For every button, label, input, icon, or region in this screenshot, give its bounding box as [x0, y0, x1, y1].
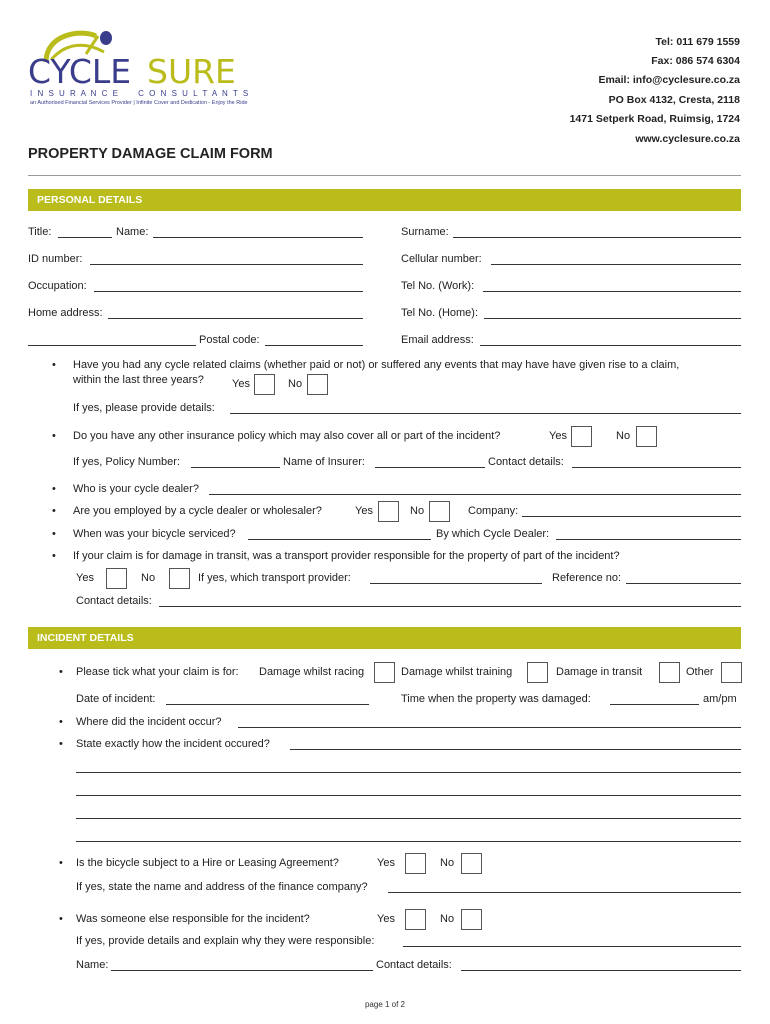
hire-no-checkbox[interactable] — [461, 853, 482, 874]
incident-description-line-3[interactable] — [76, 795, 741, 796]
contact-website[interactable]: www.cyclesure.co.za — [635, 133, 740, 145]
logo-subtitle: I N S U R A N C E C O N S U L T A N T S — [30, 89, 250, 98]
tel-home-field[interactable] — [484, 318, 741, 319]
tel-work-label: Tel No. (Work): — [401, 280, 475, 292]
incident-description-line-2[interactable] — [76, 772, 741, 773]
logo-cycle-text: CYCLE — [28, 52, 132, 91]
page-number: page 1 of 2 — [364, 1000, 406, 1009]
address-line-2-field[interactable] — [28, 345, 196, 346]
racing-label: Damage whilst racing — [259, 666, 365, 678]
responsible-name-label: Name: — [76, 959, 109, 971]
employed-no-label: No — [410, 505, 425, 517]
cellular-label: Cellular number: — [401, 253, 482, 265]
incident-time-label: Time when the property was damaged: — [401, 693, 591, 705]
transit-question: If your claim is for damage in transit, was a transport provider responsible for the property of part of the incident? — [73, 550, 620, 562]
name-field[interactable] — [153, 237, 363, 238]
title-divider — [28, 175, 741, 176]
other-policy-no-label: No — [616, 430, 631, 442]
transit-yes-label: Yes — [76, 572, 94, 584]
prev-claims-yes-checkbox[interactable] — [254, 374, 275, 395]
service-dealer-label: By which Cycle Dealer: — [436, 528, 550, 540]
racing-checkbox[interactable] — [374, 662, 395, 683]
logo-tagline: an Authorised Financial Services Provider | Infinite Cover and Dedication - Enjoy the Ride — [30, 100, 248, 106]
other-policy-yes-label: Yes — [549, 430, 567, 442]
contact-address: 1471 Setperk Road, Ruimsig, 1724 — [569, 113, 740, 125]
hire-yes-checkbox[interactable] — [405, 853, 426, 874]
transport-provider-label: If yes, which transport provider: — [198, 572, 351, 584]
other-policy-question: Do you have any other insurance policy which may also cover all or part of the incident? — [73, 430, 501, 442]
insurer-contact-field[interactable] — [572, 467, 741, 468]
responsible-no-checkbox[interactable] — [461, 909, 482, 930]
incident-description-line-5[interactable] — [76, 841, 741, 842]
occupation-field[interactable] — [94, 291, 363, 292]
postal-code-label: Postal code: — [199, 334, 260, 346]
incident-time-field[interactable] — [610, 704, 699, 705]
surname-label: Surname: — [401, 226, 449, 238]
responsible-no-label: No — [440, 913, 455, 925]
transit-claim-checkbox[interactable] — [659, 662, 680, 683]
training-label: Damage whilst training — [401, 666, 513, 678]
hire-question: Is the bicycle subject to a Hire or Leasing Agreement? — [76, 857, 339, 869]
id-number-label: ID number: — [28, 253, 83, 265]
prev-claims-details-field[interactable] — [230, 413, 741, 414]
prev-claims-question: Have you had any cycle related claims (whether paid or not) or suffered any events that may have have given rise to a claim, — [73, 359, 680, 371]
incident-description-line-4[interactable] — [76, 818, 741, 819]
transport-provider-field[interactable] — [370, 583, 542, 584]
id-number-field[interactable] — [90, 264, 363, 265]
responsible-question: Was someone else responsible for the incident? — [76, 913, 310, 925]
reference-field[interactable] — [626, 583, 741, 584]
incident-date-field[interactable] — [166, 704, 369, 705]
name-label: Name: — [116, 226, 149, 238]
logo-sure-text: SURE — [147, 52, 236, 91]
contact-po-box: PO Box 4132, Cresta, 2118 — [608, 94, 740, 106]
finance-company-field[interactable] — [388, 892, 741, 893]
responsible-yes-label: Yes — [377, 913, 395, 925]
employed-question: Are you employed by a cycle dealer or wholesaler? — [73, 505, 322, 517]
service-dealer-field[interactable] — [556, 539, 741, 540]
claim-type-question: Please tick what your claim is for: — [76, 666, 239, 678]
employed-yes-label: Yes — [355, 505, 373, 517]
transit-no-checkbox[interactable] — [169, 568, 190, 589]
prev-claims-question-cont: within the last three years? — [73, 374, 204, 386]
incident-description-field[interactable] — [290, 749, 741, 750]
prev-claims-details-label: If yes, please provide details: — [73, 402, 215, 414]
responsible-explain-label: If yes, provide details and explain why they were responsible: — [76, 935, 375, 947]
postal-code-field[interactable] — [265, 345, 363, 346]
insurer-name-label: Name of Insurer: — [283, 456, 365, 468]
incident-date-label: Date of incident: — [76, 693, 156, 705]
other-claim-label: Other — [686, 666, 714, 678]
other-policy-no-checkbox[interactable] — [636, 426, 657, 447]
prev-claims-no-checkbox[interactable] — [307, 374, 328, 395]
company-field[interactable] — [522, 516, 741, 517]
incident-location-field[interactable] — [238, 727, 741, 728]
personal-details-header: PERSONAL DETAILS — [28, 189, 741, 211]
finance-company-label: If yes, state the name and address of the finance company? — [76, 881, 368, 893]
title-field[interactable] — [58, 237, 112, 238]
ampm-label: am/pm — [703, 693, 737, 705]
employed-yes-checkbox[interactable] — [378, 501, 399, 522]
hire-yes-label: Yes — [377, 857, 395, 869]
company-label: Company: — [468, 505, 519, 517]
contact-email[interactable]: Email: info@cyclesure.co.za — [598, 74, 740, 86]
form-title: PROPERTY DAMAGE CLAIM FORM — [28, 146, 273, 162]
email-label: Email address: — [401, 334, 474, 346]
responsible-name-field[interactable] — [111, 970, 373, 971]
serviced-field[interactable] — [248, 539, 431, 540]
transit-claim-label: Damage in transit — [556, 666, 643, 678]
responsible-explain-field[interactable] — [403, 946, 741, 947]
transport-contact-field[interactable] — [159, 606, 741, 607]
transport-contact-label: Contact details: — [76, 595, 152, 607]
incident-description-question: State exactly how the incident occured? — [76, 738, 270, 750]
incident-location-question: Where did the incident occur? — [76, 716, 222, 728]
other-policy-yes-checkbox[interactable] — [571, 426, 592, 447]
contact-fax: Fax: 086 574 6304 — [651, 55, 740, 67]
training-checkbox[interactable] — [527, 662, 548, 683]
cycle-dealer-question: Who is your cycle dealer? — [73, 483, 199, 495]
other-claim-checkbox[interactable] — [721, 662, 742, 683]
insurer-name-field[interactable] — [375, 467, 485, 468]
serviced-question: When was your bicycle serviced? — [73, 528, 236, 540]
policy-number-label: If yes, Policy Number: — [73, 456, 180, 468]
reference-label: Reference no: — [552, 572, 622, 584]
contact-tel: Tel: 011 679 1559 — [655, 36, 740, 48]
home-address-label: Home address: — [28, 307, 103, 319]
tel-work-field[interactable] — [483, 291, 741, 292]
transit-yes-checkbox[interactable] — [106, 568, 127, 589]
prev-claims-yes-label: Yes — [232, 378, 250, 390]
email-field[interactable] — [480, 345, 741, 346]
title-label: Title: — [28, 226, 52, 238]
cellular-field[interactable] — [491, 264, 741, 265]
prev-claims-no-label: No — [288, 378, 303, 390]
surname-field[interactable] — [453, 237, 741, 238]
cycle-dealer-field[interactable] — [209, 494, 741, 495]
incident-details-header: INCIDENT DETAILS — [28, 627, 741, 649]
insurer-contact-label: Contact details: — [488, 456, 564, 468]
policy-number-field[interactable] — [191, 467, 280, 468]
responsible-yes-checkbox[interactable] — [405, 909, 426, 930]
home-address-field[interactable] — [108, 318, 363, 319]
responsible-contact-field[interactable] — [461, 970, 741, 971]
employed-no-checkbox[interactable] — [429, 501, 450, 522]
tel-home-label: Tel No. (Home): — [401, 307, 479, 319]
transit-no-label: No — [141, 572, 156, 584]
responsible-contact-label: Contact details: — [376, 959, 452, 971]
hire-no-label: No — [440, 857, 455, 869]
occupation-label: Occupation: — [28, 280, 87, 292]
